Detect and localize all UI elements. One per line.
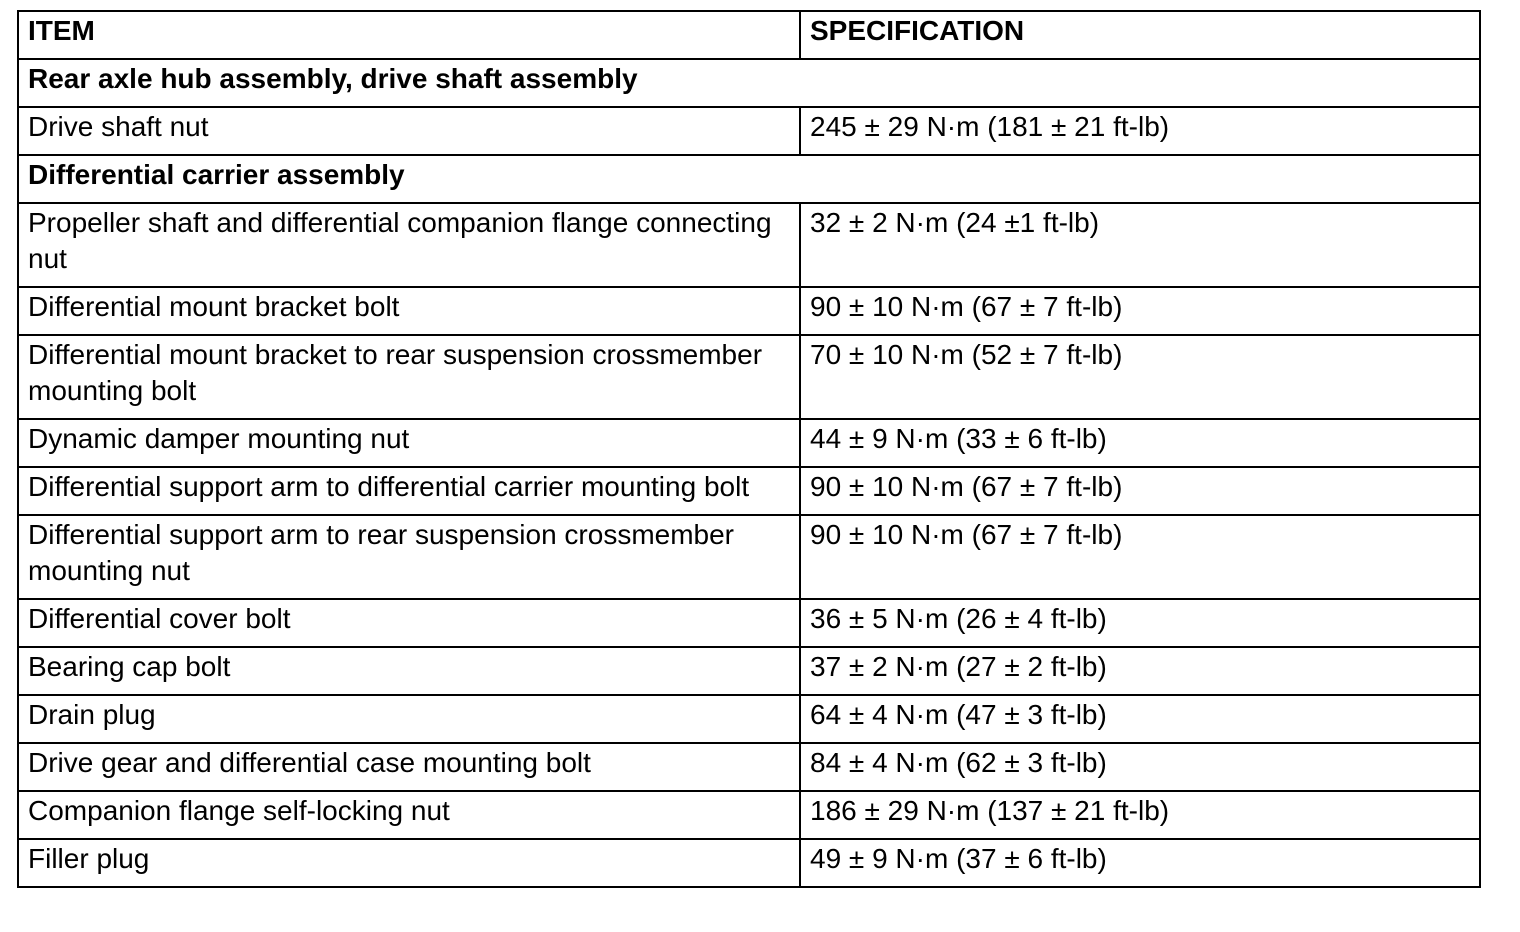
table-row (18, 335, 1480, 419)
table-row (18, 791, 1480, 839)
section-row (18, 155, 1480, 203)
header-item: ITEM (18, 11, 800, 59)
table-row (18, 515, 1480, 599)
section-row (18, 59, 1480, 107)
spec-cell: 64 ± 4 N·m (47 ± 3 ft-lb) (800, 695, 1480, 743)
table-row (18, 839, 1480, 887)
item-cell: Bearing cap bolt (18, 647, 800, 695)
section-title: Differential carrier assembly (18, 155, 1480, 203)
table-row (18, 107, 1480, 155)
spec-cell: 32 ± 2 N·m (24 ±1 ft-lb) (800, 203, 1480, 287)
table-row (18, 419, 1480, 467)
item-cell: Differential cover bolt (18, 599, 800, 647)
spec-cell: 70 ± 10 N·m (52 ± 7 ft-lb) (800, 335, 1480, 419)
table-header-row (18, 11, 1480, 59)
item-cell: Dynamic damper mounting nut (18, 419, 800, 467)
spec-cell: 90 ± 10 N·m (67 ± 7 ft-lb) (800, 467, 1480, 515)
table-row (18, 599, 1480, 647)
item-cell: Differential support arm to differential carrier mounting bolt (18, 467, 800, 515)
table-body (18, 59, 1480, 887)
spec-cell: 84 ± 4 N·m (62 ± 3 ft-lb) (800, 743, 1480, 791)
spec-cell: 44 ± 9 N·m (33 ± 6 ft-lb) (800, 419, 1480, 467)
item-cell: Differential mount bracket to rear suspension crossmember mounting bolt (18, 335, 800, 419)
spec-cell: 90 ± 10 N·m (67 ± 7 ft-lb) (800, 515, 1480, 599)
table-row (18, 287, 1480, 335)
spec-cell: 36 ± 5 N·m (26 ± 4 ft-lb) (800, 599, 1480, 647)
spec-cell: 245 ± 29 N·m (181 ± 21 ft-lb) (800, 107, 1480, 155)
item-cell: Filler plug (18, 839, 800, 887)
item-cell: Differential mount bracket bolt (18, 287, 800, 335)
spec-cell: 90 ± 10 N·m (67 ± 7 ft-lb) (800, 287, 1480, 335)
item-cell: Drive shaft nut (18, 107, 800, 155)
table-row (18, 467, 1480, 515)
item-cell: Companion flange self-locking nut (18, 791, 800, 839)
item-cell: Drain plug (18, 695, 800, 743)
item-cell: Propeller shaft and differential companion flange connecting nut (18, 203, 800, 287)
item-cell: Drive gear and differential case mounting bolt (18, 743, 800, 791)
spec-cell: 186 ± 29 N·m (137 ± 21 ft-lb) (800, 791, 1480, 839)
item-cell: Differential support arm to rear suspension crossmember mounting nut (18, 515, 800, 599)
spec-cell: 49 ± 9 N·m (37 ± 6 ft-lb) (800, 839, 1480, 887)
table-row (18, 203, 1480, 287)
table-row (18, 743, 1480, 791)
table-row (18, 647, 1480, 695)
torque-spec-table (17, 10, 1481, 888)
section-title: Rear axle hub assembly, drive shaft assembly (18, 59, 1480, 107)
spec-cell: 37 ± 2 N·m (27 ± 2 ft-lb) (800, 647, 1480, 695)
table-row (18, 695, 1480, 743)
header-specification: SPECIFICATION (800, 11, 1480, 59)
